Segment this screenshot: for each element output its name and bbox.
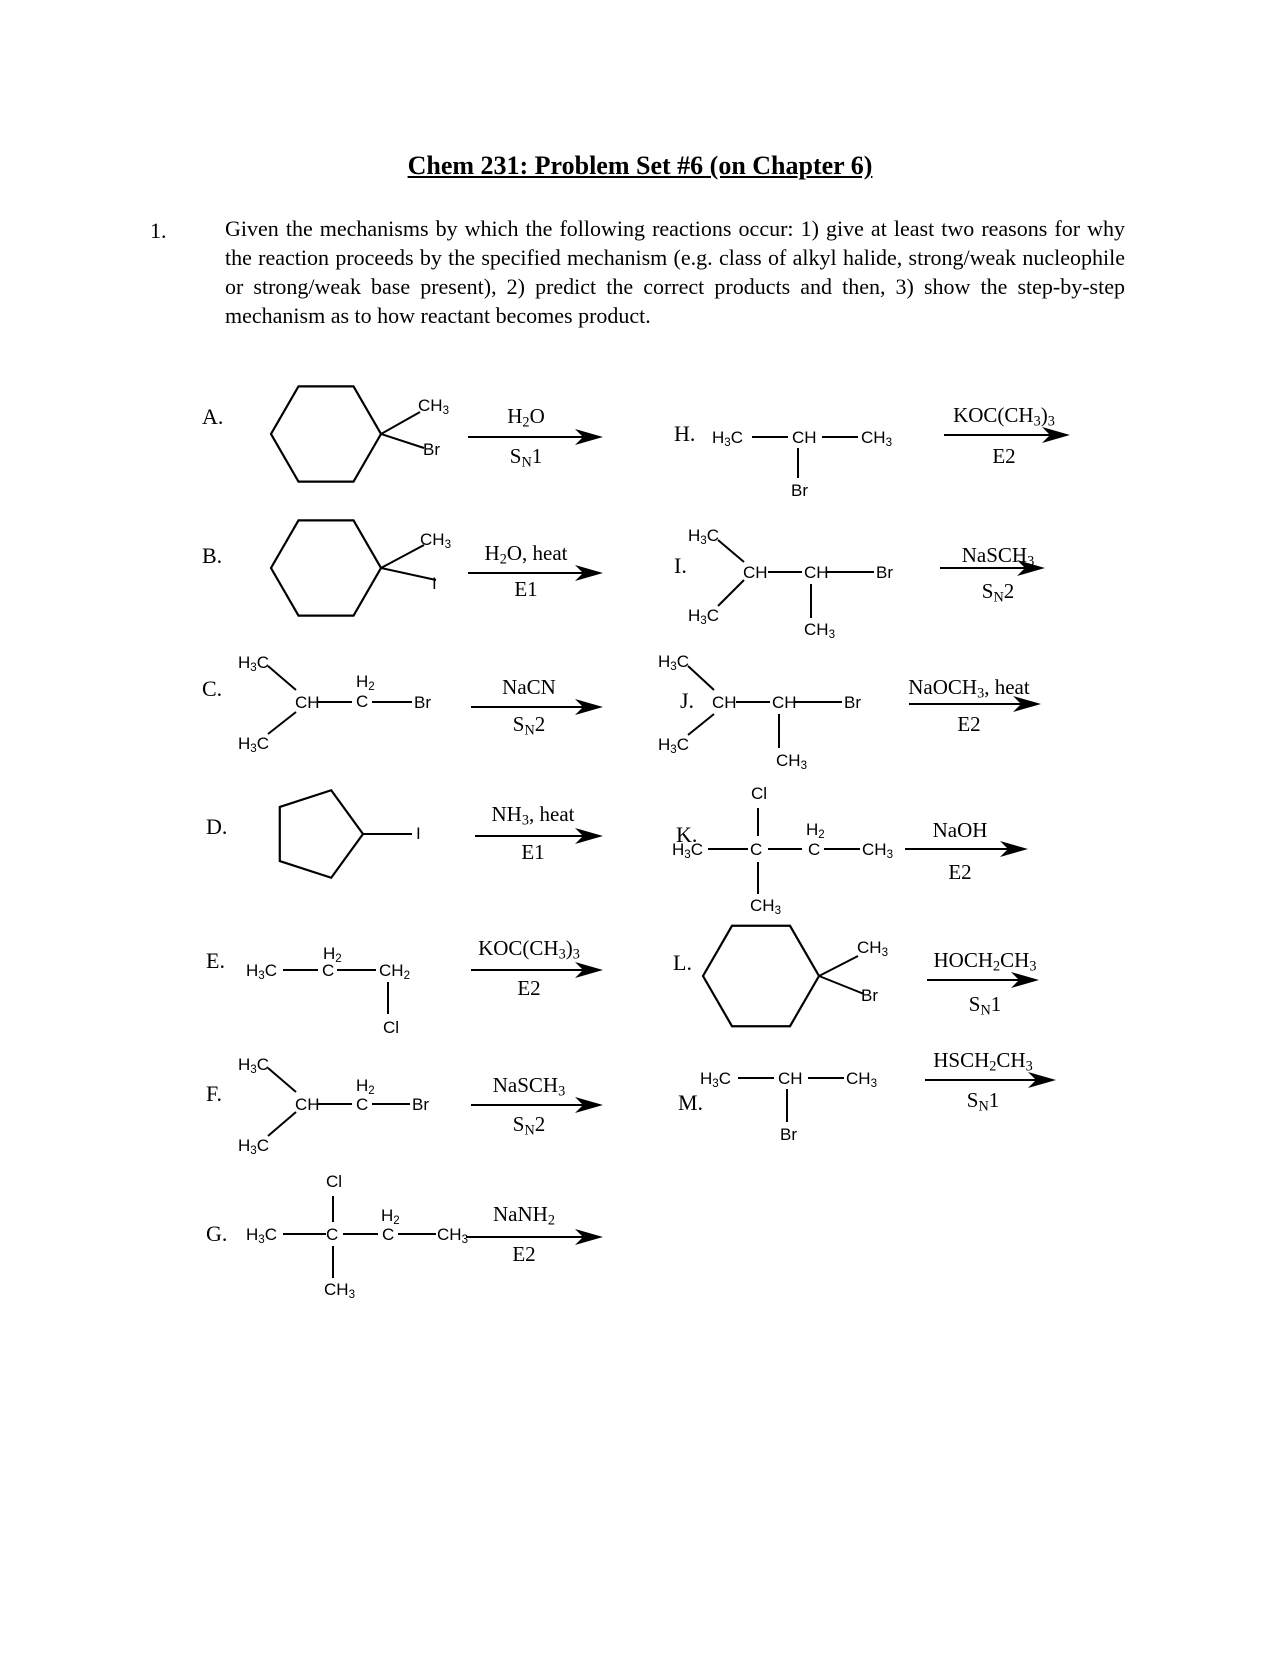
atom-label: $CH_3$: [862, 840, 893, 861]
mechanism-label: E2: [957, 712, 981, 736]
reaction-label: E.: [206, 948, 225, 973]
reaction-label: J.: [680, 688, 695, 713]
bond-line: [381, 545, 424, 568]
reagent-label: $H_2O$: [507, 404, 545, 431]
atom-label: Br: [412, 1095, 429, 1114]
atom-label: C: [808, 840, 821, 859]
atom-label: $H_3C$: [246, 1225, 277, 1246]
atom-label: Br: [844, 693, 861, 712]
reagent-label: $KOC(CH_3)_3$: [478, 936, 580, 963]
reagent-label: NaNH$_2$: [493, 1202, 555, 1229]
atom-label: Br: [423, 440, 440, 459]
reagent-label: NaOH: [932, 818, 988, 842]
atom-label: $CH_3$: [750, 896, 781, 917]
atom-label: $CH_3$: [857, 938, 888, 959]
atom-label: Br: [414, 693, 431, 712]
atom-label: $H_3C$: [658, 652, 689, 673]
atom-label: $H_3C$: [246, 961, 277, 982]
atom-label: I: [432, 574, 437, 593]
atom-label: Br: [861, 986, 878, 1005]
mechanism-label: $S_N1$: [968, 992, 1002, 1019]
atom-label: C: [382, 1225, 395, 1244]
page-title: Chem 231: Problem Set #6 (on Chapter 6): [407, 151, 873, 180]
reagent-label: $KOC(CH_3)_3$: [953, 403, 1055, 430]
atom-label: C: [750, 840, 763, 859]
atom-label: Br: [876, 563, 893, 582]
reaction-label: D.: [206, 814, 228, 839]
reaction-label: L.: [673, 950, 692, 975]
atom-label: $CH_3$: [846, 1069, 877, 1090]
reagent-label: $HOCH_2CH_3$: [933, 948, 1037, 975]
bond-line: [718, 540, 744, 562]
cyclohexane-ring: [703, 926, 819, 1026]
reaction-label: K.: [676, 822, 698, 847]
atom-label: $H_2$: [806, 820, 825, 841]
reagent-label: NaCN: [502, 675, 556, 699]
cyclohexane-ring: [271, 386, 381, 481]
atom-label: CH: [295, 693, 320, 712]
cyclopentane-ring: [280, 790, 363, 877]
atom-label: $H_3C$: [658, 735, 689, 756]
atom-label: CH: [772, 693, 797, 712]
atom-label: CH: [792, 428, 817, 447]
atom-label: C: [356, 1095, 369, 1114]
atom-label: $H_3C$: [712, 428, 743, 449]
question-number: 1.: [150, 218, 167, 243]
reagent-label: $NH_3$, heat: [491, 802, 575, 829]
atom-label: CH: [743, 563, 768, 582]
atom-label: Cl: [383, 1018, 400, 1037]
mechanism-label: E2: [517, 976, 541, 1000]
mechanism-label: E2: [992, 444, 1016, 468]
atom-label: Br: [780, 1125, 797, 1144]
reaction-label: C.: [202, 676, 223, 701]
atom-label: Cl: [326, 1172, 343, 1191]
atom-label: $H_3C$: [238, 1136, 269, 1157]
bond-line: [268, 1112, 296, 1136]
reagent-label: NaOCH$_3$, heat: [908, 675, 1030, 702]
atom-label: $CH_3$: [420, 530, 451, 551]
atom-label: I: [416, 824, 421, 843]
reaction-label: M.: [678, 1090, 704, 1115]
mechanism-label: $S_N2$: [512, 1112, 546, 1139]
bond-line: [268, 1068, 296, 1092]
atom-label: $H_2$: [381, 1206, 400, 1227]
reagent-label: $HSCH_2CH_3$: [933, 1048, 1033, 1075]
atom-label: $CH_3$: [324, 1280, 355, 1301]
reaction-label: A.: [202, 404, 224, 429]
reagent-label: NaSCH$_3$: [961, 543, 1035, 570]
bond-line: [381, 434, 424, 448]
bond-line: [819, 956, 858, 976]
reaction-label: H.: [674, 421, 696, 446]
reaction-label: I.: [674, 553, 687, 578]
reaction-label: G.: [206, 1221, 228, 1246]
atom-label: CH: [712, 693, 737, 712]
bond-line: [381, 568, 436, 580]
mechanism-label: $S_N1$: [509, 444, 543, 471]
mechanism-label: $S_N2$: [981, 579, 1015, 606]
atom-label: $H_2$: [323, 944, 342, 965]
mechanism-label: E2: [512, 1242, 536, 1266]
reaction-label: B.: [202, 543, 223, 568]
mechanism-label: $S_N1$: [966, 1088, 1000, 1115]
atom-label: $H_3C$: [238, 653, 269, 674]
reaction-label: F.: [206, 1081, 222, 1106]
atom-label: $H_2$: [356, 1076, 375, 1097]
atom-label: $H_3C$: [238, 734, 269, 755]
atom-label: CH: [778, 1069, 803, 1088]
bond-line: [688, 714, 714, 735]
atom-label: $H_3C$: [700, 1069, 731, 1090]
atom-label: Cl: [751, 784, 768, 803]
atom-label: $CH_2$: [379, 961, 410, 982]
reagent-label: $H_2O$, heat: [484, 541, 568, 568]
atom-label: C: [326, 1225, 339, 1244]
atom-label: $CH_3$: [418, 396, 449, 417]
bond-line: [268, 712, 296, 734]
atom-label: C: [356, 692, 369, 711]
reagent-label: NaSCH$_3$: [492, 1073, 566, 1100]
atom-label: CH: [804, 563, 829, 582]
bond-line: [381, 412, 420, 434]
bond-line: [718, 580, 744, 606]
atom-label: $CH_3$: [776, 751, 807, 772]
bond-line: [819, 976, 864, 994]
atom-label: CH: [295, 1095, 320, 1114]
mechanism-label: E1: [514, 577, 538, 601]
atom-label: $H_3C$: [688, 606, 719, 627]
mechanism-label: $S_N2$: [512, 712, 546, 739]
atom-label: $CH_3$: [437, 1225, 468, 1246]
atom-label: $CH_3$: [804, 620, 835, 641]
mechanism-label: E1: [521, 840, 545, 864]
bond-line: [268, 666, 296, 690]
atom-label: $H_3C$: [238, 1055, 269, 1076]
atom-label: $H_3C$: [688, 526, 719, 547]
question-text: Given the mechanisms by which the following reactions occur: 1) give at least two reasons for why the reaction proceeds by the specified mechanism (e.g. class of alkyl halide, strong/weak nucleophile or strong/weak base present), 2) predict the correct products and then, 3) show the step-by-step mechanism as to how reactant becomes product.: [225, 216, 1125, 328]
mechanism-label: E2: [948, 860, 972, 884]
cyclohexane-ring: [271, 520, 381, 615]
atom-label: $CH_3$: [861, 428, 892, 449]
atom-label: Br: [791, 481, 808, 500]
atom-label: $H_2$: [356, 672, 375, 693]
atom-label: $H_3C$: [672, 840, 703, 861]
atom-label: C: [322, 961, 335, 980]
bond-line: [688, 666, 714, 690]
